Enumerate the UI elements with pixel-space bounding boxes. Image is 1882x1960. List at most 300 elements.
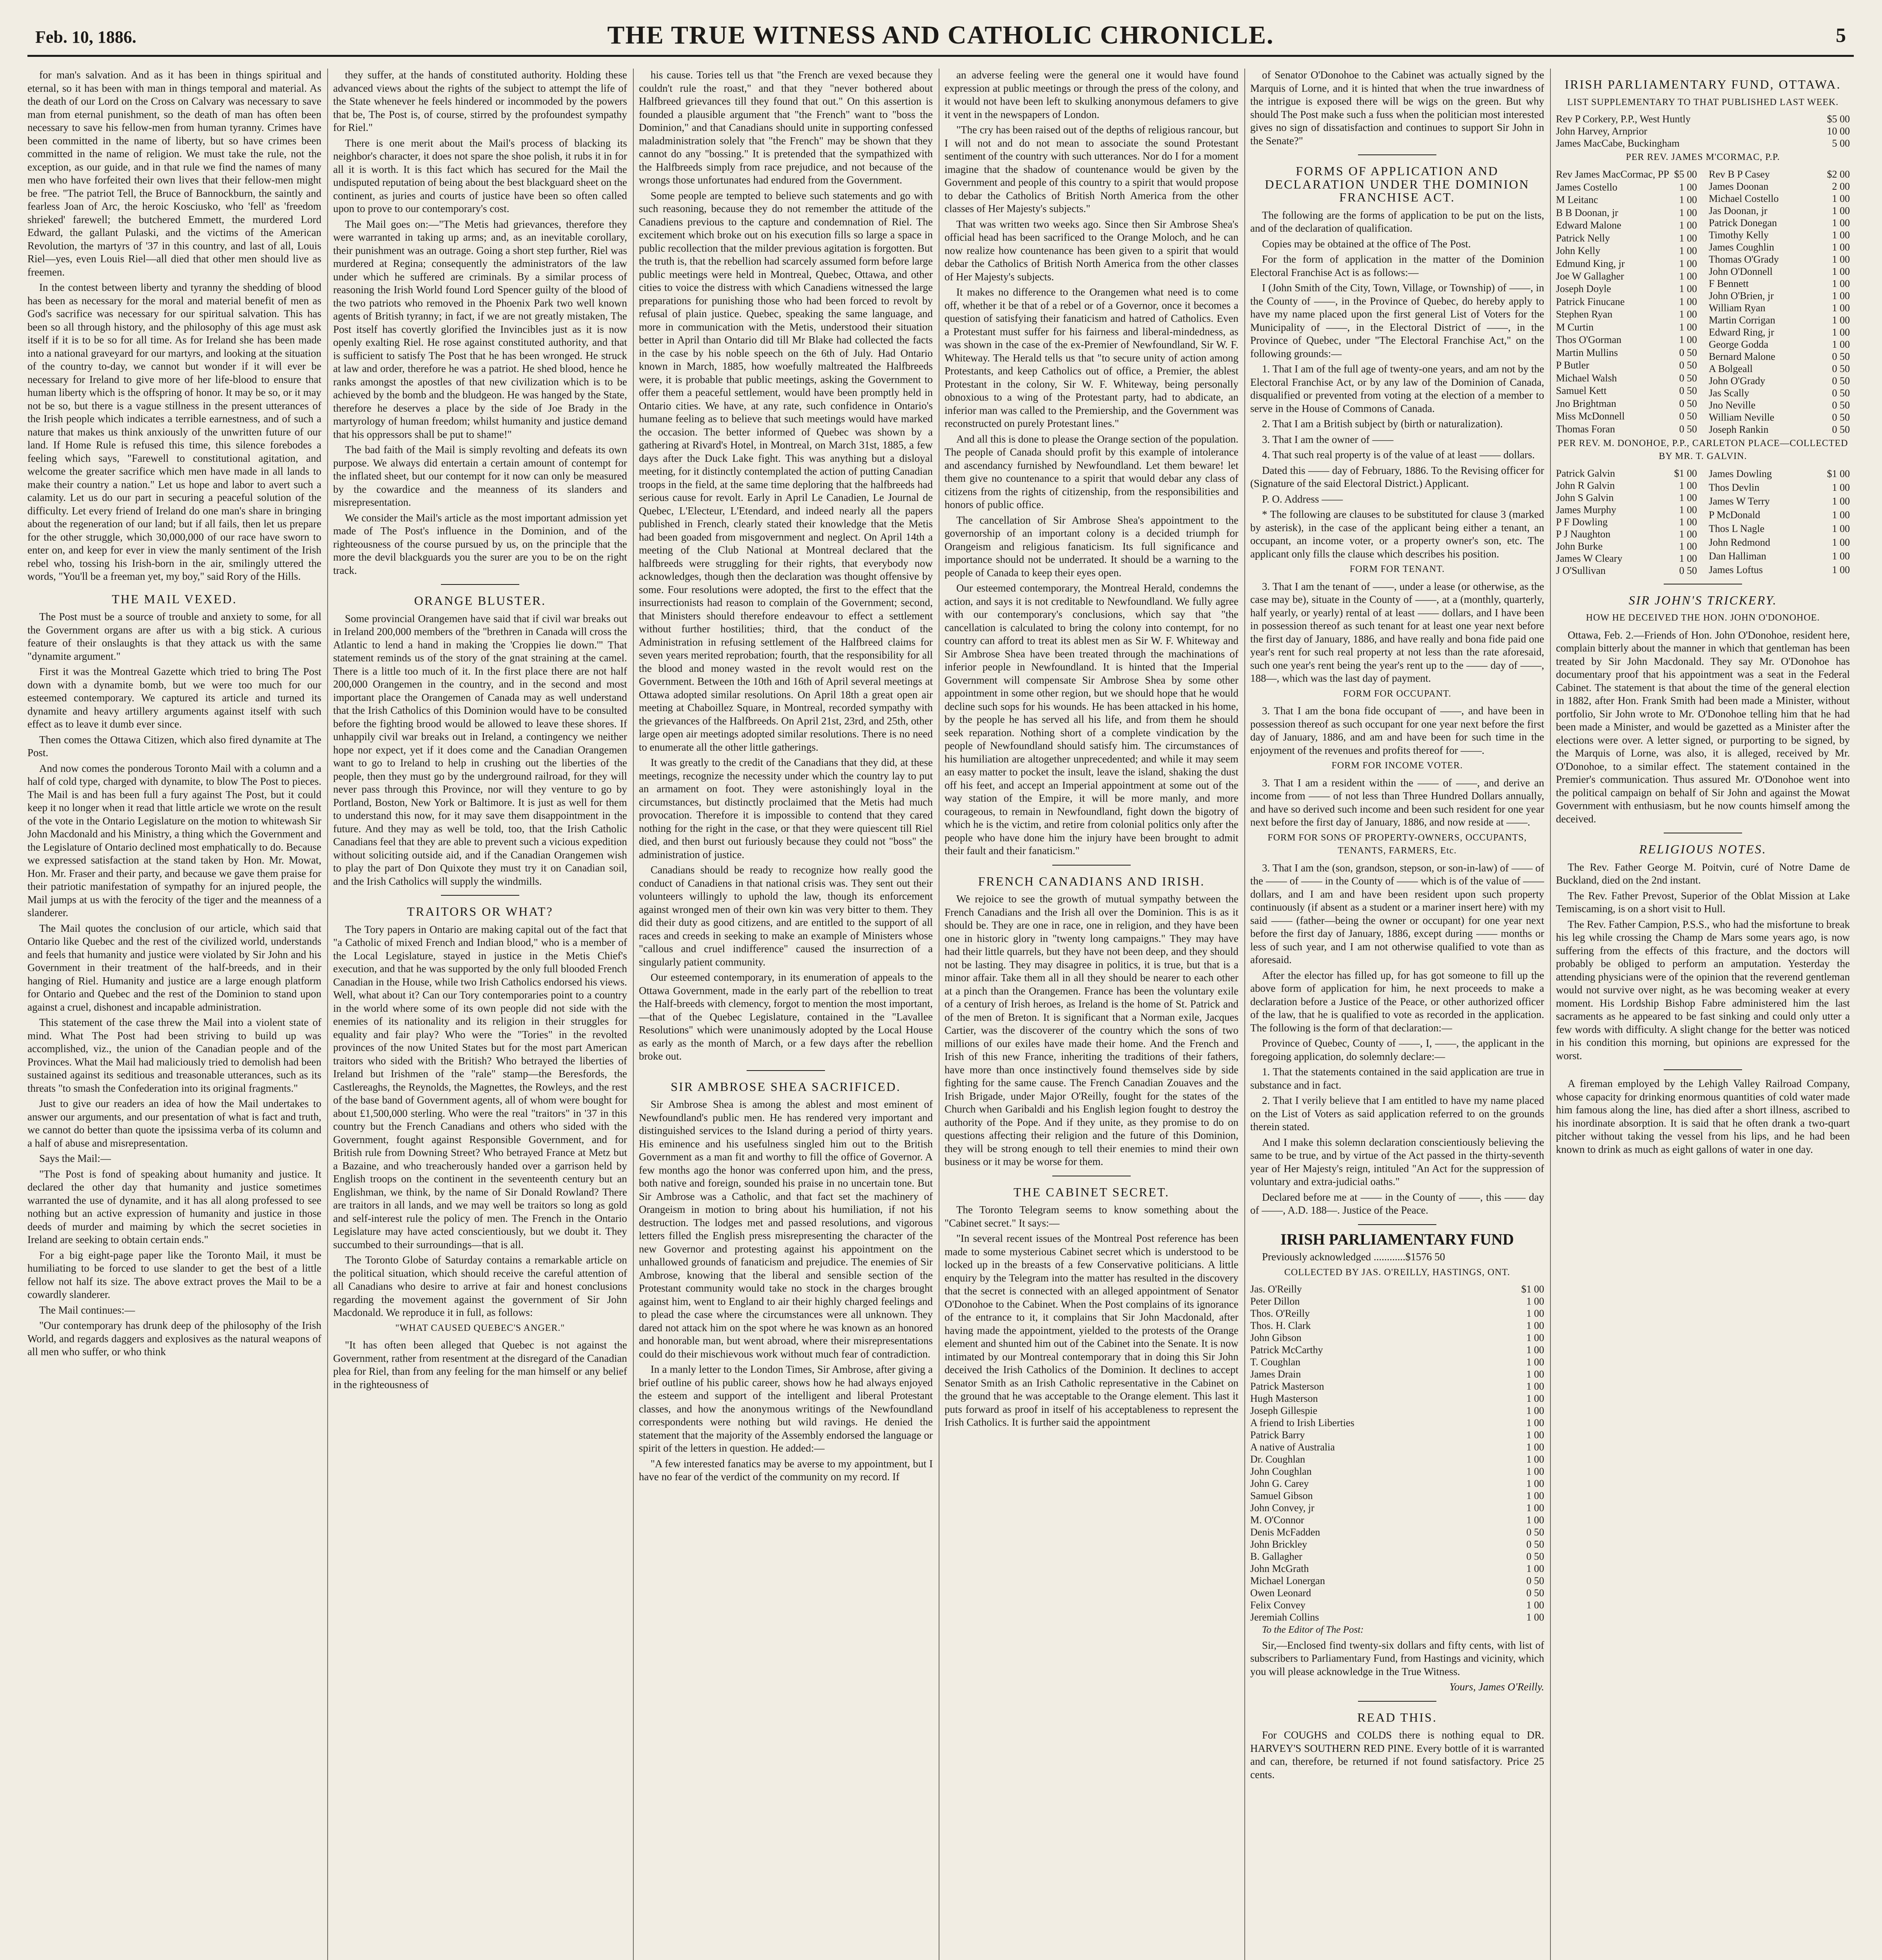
donor-name: James Drain	[1250, 1368, 1301, 1380]
form-text: P. O. Address ——	[1262, 493, 1343, 505]
donor-amount: 1 00	[1679, 181, 1697, 193]
donor-row	[1709, 314, 1850, 326]
donor-amount: 0 50	[1679, 347, 1697, 358]
donor-row	[1709, 549, 1850, 563]
donor-amount: 1 00	[1832, 314, 1850, 326]
donor-row	[1250, 1441, 1544, 1453]
donor-amount: 1 00	[1832, 241, 1850, 253]
donor-row	[1556, 257, 1697, 270]
quotation: "The Post is fond of speaking about humanity and justice. It declared the other day that humanity and justice sometimes warranted the use of dynamite, and it has all along professed to see nothing but an active expression of humanity and justice in those deeds of murder and maiming by which the secret societies in Ireland are seeking to obtain certain ends."	[27, 1168, 321, 1245]
masthead	[27, 8, 1854, 57]
quotation: "It has often been alleged that Quebec is not against the Government, rather from resentment at the disregard of the Canadian plea for Riel, than from any feeling for the man himself or any belief in the righteousness of	[333, 1339, 627, 1390]
donor-name: Rev P Corkery, P.P., West Huntly	[1556, 113, 1691, 125]
donor-list-d	[1709, 467, 1850, 577]
donor-name: Michael Lonergan	[1250, 1575, 1325, 1586]
paragraph: The Rev. Father George M. Poitvin, curé of Notre Dame de Buckland, died on the 2nd instant.	[1556, 861, 1850, 886]
paragraph: an adverse feeling were the general one it would have found expression at public meetings or through the press of the colony, and it would not have been left to skulking anonymous defamers to give it vent in the newspapers of London.	[945, 69, 1238, 120]
donor-amount: 1 00	[1526, 1478, 1544, 1489]
donor-amount: $5 00	[1827, 113, 1850, 125]
donor-row	[1709, 508, 1850, 522]
form-text: 4. That such real property is of the value of at least —— dollars.	[1262, 449, 1535, 461]
donor-name: Thos Devlin	[1709, 482, 1760, 494]
paragraph: First it was the Montreal Gazette which tried to bring The Post down with a dynamite bomb, but we were too much for our esteemed contemporary. We captured its article and turned its dynamite and heavy artillery arguments against itself with such effect as to leave it dumb ever since.	[27, 666, 321, 730]
donor-row	[1556, 334, 1697, 346]
paragraph: his cause. Tories tell us that "the French are vexed because they couldn't rule the roast," and that they "never bothered about Halfbreed grievances till they found that out." On this assertion is founded a plausible argument that "the French" want to "boss the Dominion," and that Canadians should unite in supporting confessed maladministration solely that "the French" may be shown that they cannot do any "bossing." It is pretended that the sympathized with the Halfbreeds simply from race prejudice, and not because of the wrongs those unfortunates had endured from the Government.	[639, 69, 933, 186]
list-subheading: PER REV. M. DONOHOE, P.P., CARLETON PLACE—COLLECTED BY MR. T. GALVIN.	[1557, 438, 1848, 461]
paragraph: The bad faith of the Mail is simply revolting and defeats its own purpose. We always did entertain a certain amount of contempt for the inflated sheet, but our contempt for it now can only be measured by the cowardice and the meanness of its slanders and misrepresentation.	[333, 444, 627, 508]
donor-amount: 1 00	[1832, 205, 1850, 216]
donor-amount: 0 50	[1679, 397, 1697, 409]
donor-name: Martin Corrigan	[1709, 314, 1775, 326]
donor-amount: 1 00	[1679, 232, 1697, 244]
donor-name: Joseph Gillespie	[1250, 1405, 1318, 1416]
donor-row	[1556, 504, 1697, 516]
form-text: 3. That I am the tenant of ——, under a lease (or otherwise, as the case may be), situate in the County of ——, at a (monthly, quarterly, half yearly, or yearly) rental of at least —— dollars, and I have been in possession thereof as such tenant for at least one year next before the first day of January, 1886, and have really and bona fide paid one year's rent for such real property at not less than the rate aforesaid, such one year's rent being the year's rent up to the —— day of ——, 188—, which was the last day of payment.	[1250, 580, 1544, 684]
donor-name: Patrick Finucane	[1556, 296, 1625, 307]
donor-row	[1556, 125, 1850, 137]
paragraph: In a manly letter to the London Times, Sir Ambrose, after giving a brief outline of his public career, shows how he had always enjoyed the esteem and support of the intelligent and liberal Protestant classes, and how the anonymous writings of the Newfoundland correspondents were nothing but wild ravings. He denied the statement that the majority of the Assembly endorsed the language or spirit of the letters in question. He added:—	[639, 1363, 933, 1454]
donor-row	[1250, 1587, 1544, 1599]
donor-row	[1709, 192, 1850, 205]
donor-amount: 1 00	[1526, 1320, 1544, 1331]
donor-row	[1556, 206, 1697, 219]
donor-row	[1250, 1538, 1544, 1550]
donor-row	[1556, 479, 1697, 492]
donor-row	[1556, 308, 1697, 321]
paragraph: For the form of application in the matter of the Dominion Electoral Franchise Act is as follows:—	[1250, 253, 1544, 278]
donor-amount: 1 00	[1526, 1514, 1544, 1526]
donor-name: Michael Costello	[1709, 192, 1779, 204]
paragraph: The Rev. Father Campion, P.S.S., who had the misfortune to break his leg while crossing the Champ de Mars some years ago, is now suffering from the effects of this fracture, and the doctors will probably be obliged to perform an amputation. Yesterday the attending physicians were of the opinion that the reverend gentleman would not survive over night, as he was becoming weaker at every moment. His Lordship Bishop Fabre administered him the last sacraments as he appeared to be fast sinking and could only utter a few words with difficulty. A slight change for the better was noticed in his condition this morning, but opinions are expressed for the worst.	[1556, 918, 1850, 1062]
paragraph: Just to give our readers an idea of how the Mail undertakes to answer our arguments, and our presentation of what is fact and truth, we cannot do better than quote the ipsissima verba of its column and a half of abuse and misrepresentation.	[27, 1098, 321, 1149]
paragraph: That was written two weeks ago. Since then Sir Ambrose Shea's official head has been sacrificed to the Orange Moloch, and he can now realize how countenance has been given to a spirit that would debar the Catholics of British North America from the other classes of Her Majesty's subjects.	[945, 218, 1238, 283]
paragraph: After the elector has filled up, for has got someone to fill up the above form of application for him, he next proceeds to make a declaration before a Justice of the Peace, or other authorized officer of the law, that he is qualified to vote as recorded in the application. The following is the form of that declaration:—	[1250, 969, 1544, 1034]
donor-name: Patrick Galvin	[1556, 467, 1615, 479]
section-separator	[441, 584, 519, 585]
quoted-heading: "WHAT CAUSED QUEBEC'S ANGER."	[395, 1323, 565, 1333]
section-separator	[441, 895, 519, 896]
donor-name: James W Cleary	[1556, 552, 1623, 564]
paragraph: for man's salvation. And as it has been in things spiritual and eternal, so it has been with man in things temporal and material. As the death of our Lord on the Cross on Calvary was necessary to save man from eternal punishment, so the death of man has often been necessary to save his fellow-men from human tyranny. Crimes have been committed in the name of liberty, but so have crimes been committed in the name of religion. We must take the rule, not the exception, as our guide, and in that rule we find the names of many men who have forfeited their own lives that their fellow-men might be free. "The patriot Tell, the Bruce of Bannockburn, the saintly and fearless Joan of Arc, the heroic Kosciusko, who 'fell' as 'freedom shrieked' farewell; the butchered Emmett, the murdered Lord Edward, the gallant Pulaski, and the victims of the American Revolution, the martyrs of '37 in this country, and last of all, Louis Riel—yes, even Louis Riel—all died that other men should live as freemen.	[27, 69, 321, 278]
donor-amount: 1 00	[1679, 492, 1697, 503]
donor-name: B B Doonan, jr	[1556, 207, 1618, 218]
donor-amount: 5 00	[1832, 138, 1850, 149]
donor-name: Dan Halliman	[1709, 550, 1766, 562]
donor-amount: 1 00	[1526, 1612, 1544, 1623]
donor-row	[1709, 350, 1850, 363]
donor-row	[1250, 1514, 1544, 1526]
donor-row	[1709, 241, 1850, 253]
donor-row	[1556, 410, 1697, 422]
donor-name: James Coughlin	[1709, 241, 1774, 253]
donor-name: Martin Mullins	[1556, 347, 1618, 358]
donor-row	[1709, 229, 1850, 241]
donor-amount: 1 00	[1526, 1405, 1544, 1416]
paragraph: In the contest between liberty and tyranny the shedding of blood has been as necessary for the moral and material benefit of men as God's sacrifice was necessary for our spiritual salvation. This has been so all through history, and the philosophy of this age must ask itself if it is to be so for all time. As for Ireland she has been made into a national graveyard for our martyrs, and looking at the situation of the country to-day, we cannot but wonder if it will ever be necessary for Ireland to give more of her life-blood to ensure that human liberty which is the offspring of honor. It may be so, or it may not be so, but there is a vague stillness in the present utterances of the Irish people which indicates a terrible earnestness, and of such a nature that makes us think anxiously of the unwritten future of our land. If Home Rule is refused this time, this silence forebodes a feeling which says, "Farewell to constitutional agitation, and welcome the greater sacrifice which men have made in all lands to make their country a nation." Let us hope and labor to avert such a calamity. Let us do our part in securing a peaceful solution of the difficulty. Let every friend of Ireland do one man's share in bringing about the regeneration of our land; but if all fails, then let us prepare for the other struggle, which 30,000,000 of our race have sworn to enter on, and keep for ever in view the manly sentiment of the Irish rebel who, tossing his Irish-born in the air, smilingly uttered the words, "You'll be a freeman yet, my boy," said Rory of the Hills.	[27, 281, 321, 582]
paragraph: Sir,—Enclosed find twenty-six dollars and fifty cents, with list of subscribers to Parliamentary Fund, from Hastings and vicinity, which you will please acknowledge in the True Witness.	[1250, 1639, 1544, 1677]
donor-row	[1556, 516, 1697, 528]
donor-amount: 10 00	[1827, 125, 1850, 137]
quotation: "A few interested fanatics may be averse to my appointment, but I have no fear of the verdict of the community on my record. If	[639, 1457, 933, 1483]
donor-name: Thomas Foran	[1556, 423, 1615, 435]
column-5	[1250, 69, 1544, 1960]
donor-list	[1250, 1283, 1544, 1623]
column-1	[27, 69, 321, 1960]
section-separator	[1052, 865, 1131, 866]
paragraph: The Mail continues:—	[39, 1304, 135, 1316]
advert-heading: READ THIS.	[1357, 1710, 1437, 1724]
paragraph: The Post must be a source of trouble and anxiety to some, for all the Government organs are after us with a big stick. A curious feature of their onslaughts is that they attack us with the same "dynamite argument."	[27, 611, 321, 662]
paragraph: Our esteemed contemporary, in its enumeration of appeals to the Ottawa Government, made in the early part of the rebellion to treat the Half-breeds with clemency, forgot to mention the most important,—that of the Quebec Legislature, contained in the "Lavallee Resolutions" which were unanimously adopted by the Local House as early as the month of March, or a few days after the rebellion broke out.	[639, 971, 933, 1062]
donor-row	[1709, 494, 1850, 508]
donor-name: John Burke	[1556, 540, 1603, 552]
donor-row	[1250, 1490, 1544, 1502]
paragraph: Copies may be obtained at the office of The Post.	[1262, 238, 1471, 250]
donor-amount: 1 00	[1679, 296, 1697, 307]
donor-name: Thos. H. Clark	[1250, 1320, 1311, 1331]
newspaper-title: THE TRUE WITNESS AND CATHOLIC CHRONICLE.	[607, 21, 1274, 49]
donor-row	[1556, 492, 1697, 504]
donor-name: Patrick Masterson	[1250, 1381, 1324, 1392]
donor-amount: 1 00	[1526, 1308, 1544, 1319]
donor-name: John Coughlan	[1250, 1466, 1312, 1477]
donor-row	[1556, 372, 1697, 384]
donor-amount: 0 50	[1526, 1526, 1544, 1538]
donor-name: John O'Brien, jr	[1709, 290, 1774, 301]
donor-name: Edward Malone	[1556, 220, 1621, 231]
paragraph: We rejoice to see the growth of mutual sympathy between the French Canadians and the Irish all over the Dominion. This is as it should be. They are one in race, one in religion, and they have been one in historic glory in "twenty long campaigns." They may have had their little quarrels, but they have not been deep, and they should not be lasting. They may disagree in politics, it is true, but that is a minor affair. Take them all in all they should be nearer to each other at a pinch than the Orangemen. France has been the voluntary exile of a century of Irish heroes, as Ireland is the home of St. Patrick and of the men of Breton. It is significant that a Norman exile, Jacques Cartier, was the discoverer of the country which the sons of two millions of our exiles have made their home. And the French and Irish of this new France, inheriting the traditions of their fathers, have more than once instinctively found themselves side by side fighting for the same cause. The French Canadian Zouaves and the Irish Brigade, under Major O'Reilly, fought for the states of the Church when Garibaldi and his English legion fought to destroy the authority of the Pope. And if they unite, as they promise to do on questions affecting their religion and the future of this Dominion, they will be strong enough to tell their enemies to mind their own business or it may be worse for them.	[945, 893, 1238, 1167]
donor-name: M Leitanc	[1556, 194, 1598, 206]
donor-name: P Butler	[1556, 359, 1589, 371]
donor-row	[1709, 535, 1850, 549]
donor-amount: 0 50	[1526, 1575, 1544, 1586]
form-text: 1. That the statements contained in the said application are true in substance and in fact.	[1250, 1066, 1544, 1091]
paragraph: Some provincial Orangemen have said that if civil war breaks out in Ireland 200,000 members of the "brethren in Canada will cross the Atlantic to lend a hand in making the 'Croppies lie down.'" That statement reminds us of the story of the gnat straining at the camel. There is a little too much of it. In the first place there are not half 200,000 Orangemen in the country, and in the second and most important place the Orangemen of Canada may as well understand that the Irish Catholics of this Dominion would have to be consulted before the fighting brood would be allowed to leave these shores. If unhappily civil war breaks out in Ireland, a contingency we neither hope nor expect, yet if it does come and the Canadian Orangemen want to go to Ireland to help in crushing out the liberties of the people, then they must go by the underground railroad, for they will never pass through this Province, nor will they venture to go by Portland, Boston, New York or Baltimore. It is just as well for them to understand this now, for it may save them disappointment in the future. And they may as well be told, too, that the Irish Catholic Canadians feel that they are able to prevent such a vicious expedition without soliciting outside aid, and if the Canadian Orangemen wish to play the part of Don Quixote they must try it on Canadian soil, and the Irish Catholics will supply the windmills.	[333, 612, 627, 887]
donor-amount: 1 00	[1526, 1332, 1544, 1343]
donor-amount: 1 00	[1679, 552, 1697, 564]
donor-name: Patrick McCarthy	[1250, 1344, 1323, 1356]
donor-name: A friend to Irish Liberties	[1250, 1417, 1354, 1428]
column-6	[1556, 69, 1850, 1960]
paragraph: Our esteemed contemporary, the Montreal Herald, condemns the action, and says it is not creditable to Newfoundland. We fully agree with our contemporary's conclusions, which say that "the cancellation is calculated to bring the colony into contempt, for no country can afford to treat its ablest men as Sir W. F. Whiteway and Sir Ambrose Shea have been treated through the machinations of inferior people in Newfoundland. It is hinted that the Imperial Government will compensate Sir Ambrose Shea by some other appointment in some other region, but we should hope that he would decline such sops for his wounds. He has been attacked in his home, by the people he has served all his life, and from them he should seek reparation. Nothing short of a complete vindication by the people of Newfoundland should satisfy him. The circumstances of his humiliation are altogether unprecedented; and while it may seem an easy matter to pocket the insult, leave the island, shaking the dust off his feet, and accept an Imperial appointment at some out of the way station of the Empire, it will be more manly, and more courageous, to remain in Newfoundland, fight down the bigotry of which he is the victim, and retire from colonial politics only after the people who have done him the injury have been brought to admit their fault and their fanaticism."	[945, 582, 1238, 857]
donor-name: James W Terry	[1709, 495, 1770, 507]
donor-row	[1250, 1295, 1544, 1307]
donor-row	[1556, 181, 1697, 193]
paragraph: The following are the forms of application to be put on the lists, and of the declaration of qualification.	[1250, 209, 1544, 234]
donor-amount: 1 00	[1526, 1296, 1544, 1307]
donor-row	[1250, 1332, 1544, 1344]
donor-list-a	[1556, 168, 1697, 436]
donor-row	[1709, 363, 1850, 375]
donor-row	[1556, 283, 1697, 295]
advertisement: For COUGHS and COLDS there is nothing equal to DR. HARVEY'S SOUTHERN RED PINE. Every bottle of it is warranted and can, therefore, be returned if not found satisfactory. Price 25 cents.	[1250, 1729, 1544, 1780]
article-heading-irish-fund: IRISH PARLIAMENTARY FUND	[1280, 1230, 1514, 1248]
donor-amount: 0 50	[1832, 363, 1850, 374]
donor-row	[1709, 387, 1850, 399]
donor-row	[1250, 1477, 1544, 1490]
donor-row	[1556, 232, 1697, 244]
donor-row	[1556, 137, 1850, 149]
paragraph: "The cry has been raised out of the depths of religious rancour, but I will not and do not mean to associate the sound Protestant sentiment of the country with such utterances. Nor do I for a moment imagine that the shadow of countenance would be given by the Government and people of this country to a spirit that would propose to debar the Catholics of British North America from the other classes of Her Majesty's subjects."	[945, 124, 1238, 214]
donor-name: Patrick Nelly	[1556, 232, 1610, 244]
donor-name: Jas Doonan, jr	[1709, 205, 1768, 216]
form-text: I (John Smith of the City, Town, Village, or Township) of ——, in the County of ——, in the Province of Quebec, do hereby apply to have my name placed upon the first general List of Voters for the Municipality of ——, in the Electoral District of ——, in the Province of Quebec, under "The Electoral Franchise Act," on the following grounds:—	[1250, 282, 1544, 359]
donor-name: A Bolgeall	[1709, 363, 1753, 374]
donor-amount: 1 00	[1832, 338, 1850, 350]
donor-amount: 1 00	[1679, 283, 1697, 295]
donor-row	[1709, 563, 1850, 577]
donor-row	[1709, 375, 1850, 387]
donor-row	[1709, 467, 1850, 481]
article-heading-fund-ottawa: IRISH PARLIAMENTARY FUND, OTTAWA.	[1565, 77, 1841, 91]
donor-amount: 0 50	[1679, 410, 1697, 422]
donor-name: Dr. Coughlan	[1250, 1454, 1305, 1465]
donor-name: Thomas O'Grady	[1709, 253, 1779, 265]
article-heading-cabinet-secret: THE CABINET SECRET.	[1013, 1185, 1170, 1199]
donor-amount: 1 00	[1832, 495, 1850, 507]
donor-amount: 2 00	[1832, 180, 1850, 192]
donor-name: Patrick Donegan	[1709, 217, 1777, 229]
paragraph: The Mail goes on:—"The Metis had grievances, therefore they were warranted in taking up arms; and, as an inevitable corollary, their punishment was an outrage. Going a short step further, Riel was murdered at Regina; consequently the administrators of the law under which he suffered are criminals. By a similar process of reasoning the Irish World found Lord Spencer guilty of the blood of the two patriots who removed in the Phoenix Park two well known agents of British tyranny; in fact, if we are not greatly mistaken, The Post itself has covertly glorified the Invincibles just as it is now openly exalting Riel. He rose against constituted authority, and that is sufficient to satisfy The Post that he has been wronged. He struck at law and order, therefore he was a patriot. He shed blood, hence he ranks amongst the apostles of that new civilization which is to be achieved by the bomb and the bludgeon. He was hanged by the State, therefore he deserves a place by the side of Joe Brady in the martyrology of human freedom; whilst humanity and justice demand that his oppressors shall be put to shame!"	[333, 218, 627, 440]
donor-name: John Brickley	[1250, 1539, 1307, 1550]
donor-name: John Gibson	[1250, 1332, 1302, 1343]
donor-name: P McDonald	[1709, 509, 1761, 521]
donor-name: James Loftus	[1709, 564, 1763, 575]
donor-name: John R Galvin	[1556, 479, 1615, 491]
donor-amount: 1 00	[1526, 1466, 1544, 1477]
donor-amount: 0 50	[1679, 564, 1697, 576]
donor-name: Timothy Kelly	[1709, 229, 1769, 241]
donor-name: Thos O'Gorman	[1556, 334, 1622, 346]
donor-name: John O'Donnell	[1709, 265, 1773, 277]
donor-row	[1556, 244, 1697, 257]
article-heading-franchise-forms: FORMS OF APPLICATION AND DECLARATION UNDER THE DOMINION FRANCHISE ACT.	[1265, 164, 1530, 204]
donor-amount: 0 50	[1526, 1587, 1544, 1599]
donor-amount: 1 00	[1679, 258, 1697, 269]
donor-amount: 1 00	[1526, 1490, 1544, 1501]
donor-amount: 1 00	[1832, 509, 1850, 521]
paragraph: Canadians should be ready to recognize how really good the conduct of Canadiens in that national crisis was. They sent out their volunteers willingly to uphold the law, though its enforcement against wronged men of their own kin was very bitter to them. They did their duty as good citizens, and are entitled to the support of all races and creeds in seeking to make an example of Ministers whose "callous and cruel indifference" caused the insurrection of a singularly patient community.	[639, 864, 933, 968]
donor-columns	[1556, 467, 1850, 577]
donor-name: John Convey, jr	[1250, 1502, 1314, 1514]
column-rule	[327, 69, 328, 1960]
form-text: 3. That I am the bona fide occupant of ——, and have been in possession thereof as such occupant for one year next before the first day of January, 1886, and am and have been for such time in the enjoyment of the revenues and profits thereof for ——.	[1250, 705, 1544, 756]
donor-amount: 0 50	[1679, 385, 1697, 397]
donor-amount: 1 00	[1679, 528, 1697, 540]
paragraph: There is one merit about the Mail's process of blacking its neighbor's character, it does not spare the shoe polish, it rubs it in for all it is worth. It is this fact which has secured for the Mail the undisputed reputation of being about the best blackguard sheet on the continent, as juries and courts of justice have been so often called upon to prove to our contemporary's cost.	[333, 137, 627, 214]
donor-amount: 0 50	[1832, 411, 1850, 423]
donor-row	[1250, 1356, 1544, 1368]
paragraph: A fireman employed by the Lehigh Valley Railroad Company, whose capacity for drinking enormous quantities of cold water made him famous along the line, has died after a short illness, ascribed to his inordinate absorption. It is said that he often drank a two-quart pitcher without taking the vessel from his lips, and he had been known to drink as much as eight gallons of water in one day.	[1556, 1078, 1850, 1155]
donor-name: John Kelly	[1556, 245, 1601, 257]
column-rule	[1244, 69, 1245, 1960]
article-heading-french-canadians: FRENCH CANADIANS AND IRISH.	[978, 874, 1205, 888]
form-heading-income-voter: FORM FOR INCOME VOTER.	[1331, 760, 1463, 771]
donor-amount: 1 00	[1526, 1417, 1544, 1428]
form-note: * The following are clauses to be substituted for clause 3 (marked by asterisk), in the case of the applicant being either a tenant, an occupant, an income voter, or a property owner's son, etc. The applicant only fills the clause which describes his position.	[1250, 508, 1544, 560]
donor-row	[1556, 564, 1697, 577]
paragraph: It was greatly to the credit of the Canadians that they did, at these meetings, recognize the necessity under which the country lay to put an armament on foot. They were astonishingly loyal in the circumstances, but distinctly proclaimed that the Metis had much provocation. Therefore it is impossible to contend that they cared nothing for the right in the case, or that they were quiescent till Riel died, and then burst out furiously because they could not "boss" the administration of justice.	[639, 757, 933, 860]
donor-name: P F Dowling	[1556, 516, 1608, 528]
donor-row	[1709, 217, 1850, 229]
donor-row	[1556, 270, 1697, 282]
donor-row	[1250, 1526, 1544, 1538]
donor-amount: 1 00	[1679, 334, 1697, 346]
article-heading-sir-johns-trickery: SIR JOHN'S TRICKERY.	[1628, 593, 1777, 607]
donor-amount: 1 00	[1526, 1599, 1544, 1611]
donor-name: Jno Brightman	[1556, 397, 1616, 409]
donor-name: Jno Neville	[1709, 399, 1756, 411]
donor-name: John S Galvin	[1556, 492, 1614, 503]
donor-row	[1709, 522, 1850, 535]
donor-name: Owen Leonard	[1250, 1587, 1311, 1599]
form-text: 2. That I am a British subject by (birth or naturalization).	[1262, 418, 1503, 430]
section-separator	[747, 1070, 825, 1071]
donor-name: John Harvey, Arnprior	[1556, 125, 1647, 137]
donor-row	[1556, 321, 1697, 333]
donor-amount: 1 00	[1679, 194, 1697, 206]
paragraph: The Rev. Father Prevost, Superior of the Oblat Mission at Lake Temiscaming, is on a short visit to Hull.	[1556, 889, 1850, 915]
paragraph: For a big eight-page paper like the Toronto Mail, it must be humiliating to be forced to use slander to get the best of a little fellow not half its size. The above extract proves the Mail to be a cowardly slanderer.	[27, 1249, 321, 1300]
donor-amount: 1 00	[1832, 550, 1850, 562]
donor-amount: 1 00	[1679, 321, 1697, 333]
donor-name: J O'Sullivan	[1556, 564, 1606, 576]
donor-list-top	[1556, 113, 1850, 149]
donor-amount: $2 00	[1827, 168, 1850, 180]
section-separator	[1664, 1069, 1742, 1070]
donor-row	[1709, 326, 1850, 338]
donor-row	[1709, 481, 1850, 494]
column-2	[333, 69, 627, 1960]
donor-name: George Godda	[1709, 338, 1768, 350]
donor-amount: 1 00	[1679, 309, 1697, 320]
donor-name: T. Coughlan	[1250, 1356, 1301, 1368]
article-heading-mail-vexed: THE MAIL VEXED.	[112, 592, 237, 606]
donor-amount: 1 00	[1679, 479, 1697, 491]
donor-row	[1709, 265, 1850, 278]
paragraph: And all this is done to please the Orange section of the population. The people of Canada should profit by this example of intolerance and ascendancy furnished by Newfoundland. Let them beware! let them give no countenance to a spirit that would debar any class of citizens from the rights of citizenship, from the responsibilities and honors of public office.	[945, 433, 1238, 510]
donor-name: Michael Walsh	[1556, 372, 1617, 384]
donor-amount: 1 00	[1832, 482, 1850, 494]
paragraph: The Toronto Globe of Saturday contains a remarkable article on the political situation, which should receive the careful attention of all Canadians who desire to arrive at fair and honest conclusions regarding the movement against the government of Sir John Macdonald. We reproduce it in full, as follows:	[333, 1254, 627, 1318]
donor-amount: $1 00	[1521, 1283, 1544, 1295]
donor-row	[1709, 180, 1850, 192]
quotation: "Our contemporary has drunk deep of the philosophy of the Irish World, and regards daggers and explosives as the natural weapons of all men who suffer, or who think	[27, 1319, 321, 1357]
donor-row	[1250, 1502, 1544, 1514]
donor-row	[1250, 1611, 1544, 1623]
previously-acknowledged: Previously acknowledged ............$1576 50	[1262, 1251, 1445, 1263]
donor-amount: 1 00	[1526, 1441, 1544, 1453]
form-text: 2. That I verily believe that I am entitled to have my name placed on the List of Voters as said application referred to on the grounds therein stated.	[1250, 1094, 1544, 1132]
form-text: And I make this solemn declaration conscientiously believing the same to be true, and by virtue of the Act passed in the thirty-seventh year of Her Majesty's reign, intituled "An Act for the suppression of voluntary and extra-judicial oaths."	[1250, 1136, 1544, 1187]
donor-row	[1556, 397, 1697, 410]
donor-name: John G. Carey	[1250, 1478, 1309, 1489]
form-text: 1. That I am of the full age of twenty-one years, and am not by the Electoral Franchise Act, or by any law of the Dominion of Canada, disqualified or prevented from voting at the election of a member to serve in the House of Commons of Canada.	[1250, 363, 1544, 414]
donor-row	[1556, 193, 1697, 206]
donor-name: John Redmond	[1709, 536, 1770, 548]
donor-name: John McGrath	[1250, 1563, 1309, 1574]
column-rule	[1550, 69, 1551, 1960]
form-heading-sons: FORM FOR SONS OF PROPERTY-OWNERS, OCCUPANTS, TENANTS, FARMERS, Etc.	[1267, 832, 1527, 856]
donor-amount: $1 00	[1674, 467, 1697, 479]
article-heading-orange-bluster: ORANGE BLUSTER.	[414, 593, 546, 608]
donor-amount: 1 00	[1526, 1344, 1544, 1356]
donor-row	[1556, 552, 1697, 564]
donor-name: Miss McDonnell	[1556, 410, 1625, 422]
paragraph: Sir Ambrose Shea is among the ablest and most eminent of Newfoundland's public men. He has rendered very important and distinguished services to the Island during a period of thirty years. His eminence and his usefulness singled him out to the British Government as a man fit and worthy to fill the office of Governor. A few months ago the honor was conferred upon him, and the press, both native and foreign, sounded his praise in no uncertain tone. But Sir Ambrose was a Catholic, and that fact set the machinery of Orangeism in motion to bring about his humiliation, if not his destruction. The lodges met and passed resolutions, and vigorous letters filled the English press misrepresenting the character of the new Governor and protesting against his appointment on the unhallowed grounds of fanaticism and prejudice. The enemies of Sir Ambrose, knowing that the liberal and sensible section of the Protestant community would take no stock in the charges brought against him, went to England to air their highly charged feelings and to plead the case where the circumstances were all unknown. They dared not attack him on the spot where he was known as an honored and honorable man, but went abroad, where their misrepresentations could do their mischievous work without much fear of contradiction.	[639, 1098, 933, 1360]
donor-list-b	[1709, 168, 1850, 436]
donor-name: Samuel Gibson	[1250, 1490, 1313, 1501]
column-4	[945, 69, 1238, 1960]
donor-name: Hugh Masterson	[1250, 1393, 1318, 1404]
form-text: Province of Quebec, County of ——, I, ——, the applicant in the foregoing application, do solemnly declare:—	[1250, 1037, 1544, 1062]
donor-amount: 1 00	[1832, 536, 1850, 548]
donor-row	[1556, 359, 1697, 372]
donor-row	[1250, 1380, 1544, 1392]
paragraph: And now comes the ponderous Toronto Mail with a column and a half of cold type, charged with dynamite, to blow The Post to pieces. The Mail is and has been full a fury against The Post, but it could keep it no longer when it read that little article we wrote on the result of the vote in the Ontario Legislature on the motion to whitewash Sir John Macdonald and his Ministry, a thing which the Government and the Legislature of Ontario declined most emphatically to do. Because we expressed satisfaction at the stand taken by Hon. Mr. Mowat, Hon. Mr. Fraser and their party, and because we gave them praise for their patriotic manifestation of sympathy for an injured people, the Mail jumps at us with the ferocity of the tiger and the meanness of a slanderer.	[27, 762, 321, 918]
paragraph: Then comes the Ottawa Citizen, which also fired dynamite at The Post.	[27, 733, 321, 759]
form-text: Declared before me at —— in the County of ——, this —— day of ——, A.D. 188—. Justice of the Peace.	[1250, 1191, 1544, 1216]
list-subheading: PER REV. JAMES M'CORMAC, P.P.	[1626, 152, 1780, 162]
donor-name: Joe W Gallagher	[1556, 270, 1624, 282]
donor-name: John O'Grady	[1709, 375, 1766, 387]
donor-row	[1556, 467, 1697, 479]
donor-row	[1709, 205, 1850, 217]
donor-amount: 1 00	[1832, 523, 1850, 534]
donor-columns	[1556, 168, 1850, 436]
donor-name: B. Gallagher	[1250, 1551, 1302, 1562]
donor-name: Joseph Rankin	[1709, 423, 1769, 435]
donor-row	[1556, 528, 1697, 540]
donor-amount: 1 00	[1832, 217, 1850, 229]
donor-row	[1709, 423, 1850, 436]
donor-name: William Neville	[1709, 411, 1775, 423]
donor-row	[1556, 295, 1697, 308]
collector-line: COLLECTED BY JAS. O'REILLY, HASTINGS, ONT.	[1284, 1267, 1510, 1278]
donor-amount: 0 50	[1679, 359, 1697, 371]
donor-row	[1709, 253, 1850, 265]
donor-amount: 1 00	[1526, 1454, 1544, 1465]
donor-name: P J Naughton	[1556, 528, 1611, 540]
donor-amount: 1 00	[1832, 290, 1850, 301]
donor-name: F Bennett	[1709, 278, 1749, 289]
donor-amount: 1 00	[1832, 192, 1850, 204]
donor-amount: 1 00	[1832, 302, 1850, 314]
donor-amount: 1 00	[1526, 1368, 1544, 1380]
donor-amount: 1 00	[1832, 229, 1850, 241]
donor-row	[1556, 540, 1697, 552]
donor-amount: 0 50	[1526, 1539, 1544, 1550]
donor-amount: 1 00	[1526, 1381, 1544, 1392]
donor-name: A native of Australia	[1250, 1441, 1335, 1453]
form-text: 3. That I am the (son, grandson, stepson, or son-in-law) of —— of the —— of —— in the County of —— which is of the value of —— dollars, and I am and have been resident upon such property continuously (if absent as a student or a mariner insert here) with my said —— (father—being the owner or occupant) for one year next before the first day of January, 1886, except during —— months or less of such year, and I am not otherwise qualified to vote than as aforesaid.	[1250, 862, 1544, 965]
section-separator	[1358, 1701, 1436, 1702]
donor-amount: 1 00	[1832, 253, 1850, 265]
donor-row	[1250, 1575, 1544, 1587]
article-heading-traitors: TRAITORS OR WHAT?	[407, 904, 553, 918]
donor-name: Samuel Kett	[1556, 385, 1607, 397]
donor-row	[1250, 1563, 1544, 1575]
form-text: Dated this —— day of February, 1886. To the Revising officer for (Signature of the said Electoral District.) Applicant.	[1250, 464, 1544, 489]
paragraph: The Tory papers in Ontario are making capital out of the fact that "a Catholic of mixed French and Indian blood," who is a member of the Local Legislature, stayed in justice in the Metis Chief's execution, and that he was supported by the only full blooded French Canadian in the House, while two Irish Catholics endorsed his views. Well, what about it? Can our Tory contemporaries point to a country in the world where some of its own people did not side with the enemies of its nationality and its religion in their struggles for equality and fair play? Who were the "Tories" in the revolted provinces of the now United States but for the most part American traitors who sided with the British? Who betrayed the liberties of Ireland but Irishmen of the "rale" stamp—the Beresfords, the Castlereaghs, the Reynolds, the Magnettes, the Rowleys, and the rest of the base band of Government agents, all of whom were bought for about £1,500,000 sterling. Who were the real "traitors" in '37 in this country but the French Canadians and others who sided with the Government, fought against Responsible Government, and for British rule from Downing Street? Who betrayed France at Metz but a Bazaine, and who treacherously handed over a garrison held by English troops on the continent in the seventeenth century but an Englishman, we think, by the name of Sir Donald Rowland? There are traitors in all lands, and we may well be traitors so long as gold and self-interest rule the policy of men. The French in the Ontario Legislature may have acted conscientiously, but we doubt it. They succumbed to their surroundings—that is all.	[333, 923, 627, 1250]
donor-amount: 1 00	[1679, 504, 1697, 515]
donor-amount: 0 50	[1832, 375, 1850, 387]
donor-amount: 1 00	[1526, 1502, 1544, 1514]
donor-amount: 0 50	[1832, 387, 1850, 399]
list-subheading: LIST SUPPLEMENTARY TO THAT PUBLISHED LAST WEEK.	[1567, 97, 1839, 107]
donor-row	[1709, 168, 1850, 180]
donor-name: William Ryan	[1709, 302, 1766, 314]
